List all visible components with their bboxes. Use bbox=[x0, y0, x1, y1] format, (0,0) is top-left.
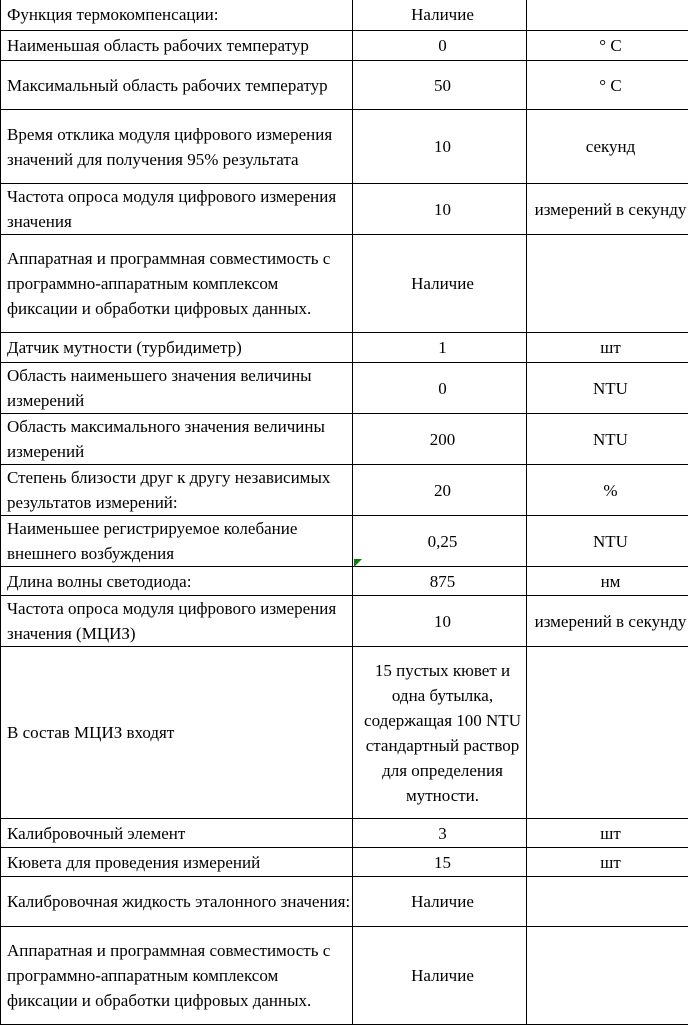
param-value-cell[interactable]: Наличие bbox=[353, 877, 527, 927]
param-name-cell[interactable]: Датчик мутности (турбидиметр) bbox=[1, 333, 353, 363]
table-row bbox=[1, 31, 688, 61]
cell-comment-indicator bbox=[354, 559, 362, 567]
param-name-cell[interactable]: Частота опроса модуля цифрового измерения значения (МЦИЗ) bbox=[1, 596, 353, 647]
table-row bbox=[1, 333, 688, 363]
table-row bbox=[1, 235, 688, 333]
param-value-cell[interactable]: 0 bbox=[353, 31, 527, 61]
param-unit-cell[interactable]: NTU bbox=[527, 414, 688, 465]
table-row bbox=[1, 465, 688, 516]
param-name-cell[interactable]: Калибровочная жидкость эталонного значения: bbox=[1, 877, 353, 927]
param-unit-cell[interactable]: нм bbox=[527, 567, 688, 596]
param-unit-cell[interactable]: % bbox=[527, 465, 688, 516]
table-row bbox=[1, 848, 688, 877]
param-value-cell[interactable]: 50 bbox=[353, 61, 527, 110]
param-value-cell[interactable]: 875 bbox=[353, 567, 527, 596]
table-row bbox=[1, 647, 688, 819]
param-unit-cell[interactable] bbox=[527, 877, 688, 927]
param-name-cell[interactable]: Область наименьшего значения величины измерений bbox=[1, 363, 353, 414]
table-row bbox=[1, 0, 688, 31]
param-value-cell[interactable]: Наличие bbox=[353, 927, 527, 1025]
param-value-cell[interactable]: 20 bbox=[353, 465, 527, 516]
param-unit-cell[interactable]: секунд bbox=[527, 110, 688, 184]
param-name-cell[interactable]: Наименьшее регистрируемое колебание внешнего возбуждения bbox=[1, 516, 353, 567]
param-unit-cell[interactable]: NTU bbox=[527, 363, 688, 414]
param-unit-cell[interactable] bbox=[527, 927, 688, 1025]
param-unit-cell[interactable]: шт bbox=[527, 819, 688, 848]
param-name-cell[interactable]: Максимальный область рабочих температур bbox=[1, 61, 353, 110]
param-name-cell[interactable]: Аппаратная и программная совместимость с программно-аппаратным комплексом фиксации и обработки цифровых данных. bbox=[1, 927, 353, 1025]
param-value-cell[interactable]: 10 bbox=[353, 110, 527, 184]
param-name-cell[interactable]: Область максимального значения величины измерений bbox=[1, 414, 353, 465]
table-row bbox=[1, 414, 688, 465]
param-value-cell[interactable]: 0,25 bbox=[353, 516, 527, 567]
param-name-cell[interactable]: Время отклика модуля цифрового измерения значений для получения 95% результата bbox=[1, 110, 353, 184]
table-row bbox=[1, 596, 688, 647]
param-unit-cell[interactable]: шт bbox=[527, 333, 688, 363]
param-value-cell[interactable]: 200 bbox=[353, 414, 527, 465]
param-value-cell[interactable]: 10 bbox=[353, 184, 527, 235]
table-row bbox=[1, 184, 688, 235]
table-row bbox=[1, 877, 688, 927]
param-value-cell[interactable]: 3 bbox=[353, 819, 527, 848]
param-name-cell[interactable]: Функция термокомпенсации: bbox=[1, 0, 353, 31]
param-value-cell[interactable]: 15 пустых кювет и одна бутылка, содержащая 100 NTU стандартный раствор для определения мутности. bbox=[353, 647, 527, 819]
param-value-cell[interactable]: 15 bbox=[353, 848, 527, 877]
param-name-cell[interactable]: Наименьшая область рабочих температур bbox=[1, 31, 353, 61]
param-value-cell[interactable]: 10 bbox=[353, 596, 527, 647]
table-row bbox=[1, 110, 688, 184]
table-row bbox=[1, 516, 688, 567]
param-name-cell[interactable]: В состав МЦИЗ входят bbox=[1, 647, 353, 819]
param-value-cell[interactable]: 0 bbox=[353, 363, 527, 414]
param-value-cell[interactable]: Наличие bbox=[353, 0, 527, 31]
param-name-cell[interactable]: Длина волны светодиода: bbox=[1, 567, 353, 596]
param-value-cell[interactable]: 1 bbox=[353, 333, 527, 363]
param-unit-cell[interactable]: NTU bbox=[527, 516, 688, 567]
param-unit-cell[interactable] bbox=[527, 647, 688, 819]
param-name-cell[interactable]: Частота опроса модуля цифрового измерения значения bbox=[1, 184, 353, 235]
table-row bbox=[1, 363, 688, 414]
param-name-cell[interactable]: Кювета для проведения измерений bbox=[1, 848, 353, 877]
table-row bbox=[1, 927, 688, 1025]
param-name-cell[interactable]: Калибровочный элемент bbox=[1, 819, 353, 848]
param-unit-cell[interactable]: шт bbox=[527, 848, 688, 877]
param-unit-cell[interactable]: измерений в секунду bbox=[527, 596, 688, 647]
table-row bbox=[1, 61, 688, 110]
param-unit-cell[interactable] bbox=[527, 235, 688, 333]
table-row bbox=[1, 819, 688, 848]
param-unit-cell[interactable] bbox=[527, 0, 688, 31]
param-value-cell[interactable]: Наличие bbox=[353, 235, 527, 333]
table-row bbox=[1, 567, 688, 596]
param-unit-cell[interactable]: измерений в секунду bbox=[527, 184, 688, 235]
param-name-cell[interactable]: Аппаратная и программная совместимость с программно-аппаратным комплексом фиксации и обработки цифровых данных. bbox=[1, 235, 353, 333]
param-name-cell[interactable]: Степень близости друг к другу независимых результатов измерений: bbox=[1, 465, 353, 516]
param-unit-cell[interactable]: ° С bbox=[527, 31, 688, 61]
param-unit-cell[interactable]: ° С bbox=[527, 61, 688, 110]
